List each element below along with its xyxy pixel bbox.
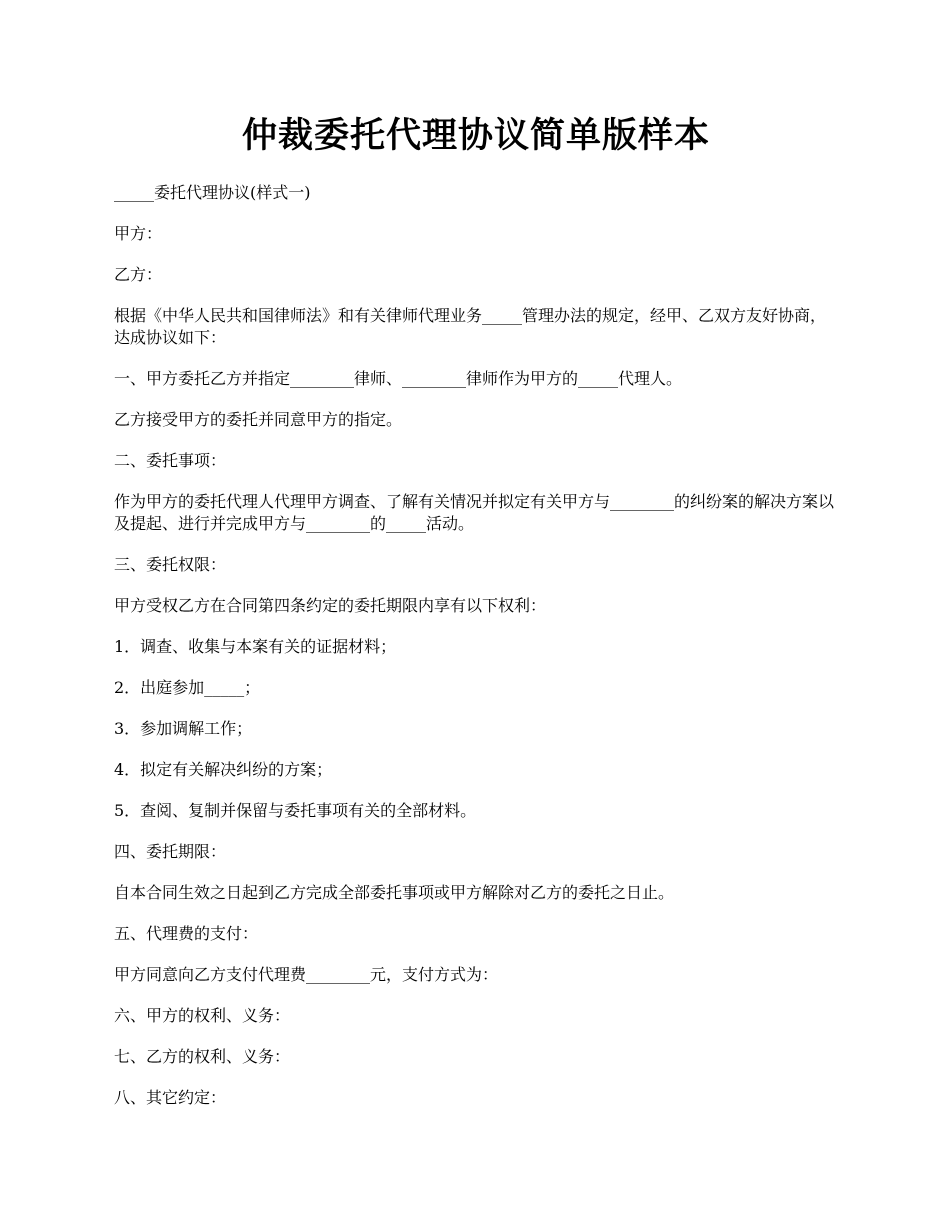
clause-1-paragraph: 一、甲方委托乙方并指定________律师、________律师作为甲方的_____代理人。 xyxy=(114,369,683,388)
list-item: 4．拟定有关解决纠纷的方案； xyxy=(114,760,333,779)
list-item: 3．参加调解工作； xyxy=(114,719,253,738)
section-2-heading: 二、委托事项： xyxy=(114,451,227,470)
section-5-heading: 五、代理费的支付： xyxy=(114,924,259,943)
section-7-heading: 七、乙方的权利、义务： xyxy=(114,1047,291,1066)
section-8-heading: 八、其它约定： xyxy=(114,1088,227,1107)
section-4-heading: 四、委托期限： xyxy=(114,842,227,861)
list-item: 1．调查、收集与本案有关的证据材料； xyxy=(114,637,397,656)
section-3-intro: 甲方受权乙方在合同第四条约定的委托期限内享有以下权利： xyxy=(114,596,547,615)
list-item: 5．查阅、复制并保留与委托事项有关的全部材料。 xyxy=(114,801,477,820)
party-b-label: 乙方： xyxy=(114,265,163,284)
preamble-paragraph: 根据《中华人民共和国律师法》和有关律师代理业务_____管理办法的规定，经甲、乙双方友好协商，达成协议如下： xyxy=(114,306,827,347)
section-4-body: 自本合同生效之日起到乙方完成全部委托事项或甲方解除对乙方的委托之日止。 xyxy=(114,883,675,902)
section-3-heading: 三、委托权限： xyxy=(114,555,227,574)
clause-1-acceptance: 乙方接受甲方的委托并同意甲方的指定。 xyxy=(114,410,403,429)
document-title: 仲裁委托代理协议简单版样本 xyxy=(241,116,710,156)
section-2-body: 作为甲方的委托代理人代理甲方调查、了解有关情况并拟定有关甲方与________的纠纷案的解决方案以及提起、进行并完成甲方与________的_____活动。 xyxy=(114,492,835,533)
list-item: 2．出庭参加_____； xyxy=(114,678,261,697)
agreement-subtitle: _____委托代理协议(样式一) xyxy=(114,183,311,202)
section-5-body: 甲方同意向乙方支付代理费________元，支付方式为： xyxy=(114,965,499,984)
party-a-label: 甲方： xyxy=(114,224,163,243)
section-6-heading: 六、甲方的权利、义务： xyxy=(114,1006,291,1025)
